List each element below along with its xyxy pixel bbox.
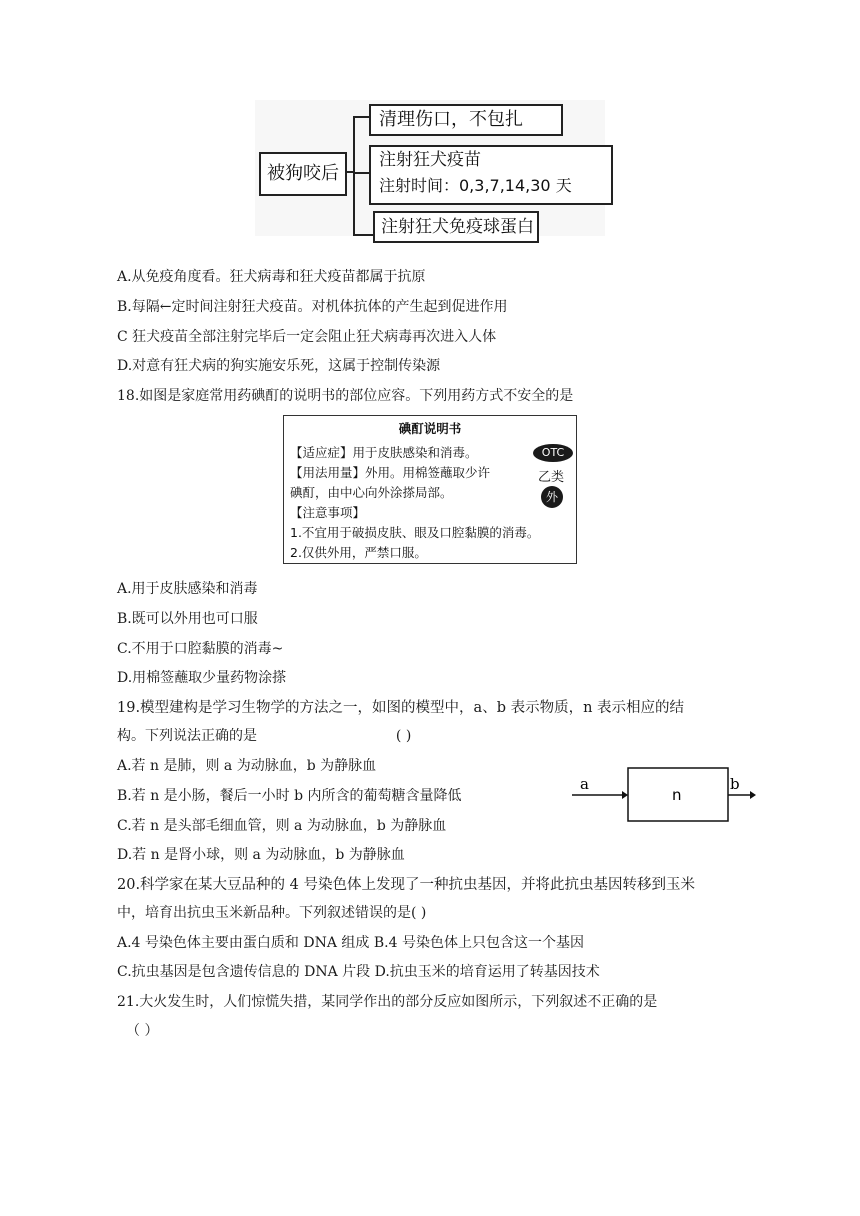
- q20-options-row1: A.4 号染色体主要由蛋白质和 DNA 组成 B.4 号染色体上只包含这一个基因: [117, 935, 584, 951]
- q21-stem-line2: （ ）: [126, 1023, 159, 1039]
- connector: [353, 172, 369, 174]
- model-output-label: b: [730, 775, 740, 793]
- diagram-branch-vaccine: [369, 145, 613, 205]
- q19-model-diagram: [570, 765, 760, 825]
- dog-bite-diagram: [255, 100, 605, 236]
- q20-stem-line1: 20.科学家在某大豆品种的 4 号染色体上发现了一种抗虫基因，并将此抗虫基因转移到玉米: [117, 877, 695, 893]
- label-line: 【注意事项】: [290, 505, 366, 520]
- vaccine-label: 注射狂犬疫苗: [379, 150, 481, 170]
- q18-option-b: B.既可以外用也可口服: [117, 611, 258, 627]
- model-box-label: n: [672, 786, 682, 804]
- q19-option-a: A.若 n 是肺，则 a 为动脉血，b 为静脉血: [117, 758, 377, 774]
- q18-option-c: C.不用于口腔黏膜的消毒~: [117, 641, 284, 657]
- connector: [353, 234, 373, 236]
- class-label: 乙类: [538, 470, 565, 485]
- q19-option-b: B.若 n 是小肠，餐后一小时 b 内所含的葡萄糖含量降低: [117, 788, 462, 804]
- diagram-branch-immunoglobulin: 注射狂犬免疫球蛋白: [373, 211, 539, 243]
- q17-option-b: B.每隔←定时间注射狂犬疫苗。对机体抗体的产生起到促进作用: [117, 299, 508, 315]
- q18-stem: 18.如图是家庭常用药碘酊的说明书的部位应容。下列用药方式不安全的是: [117, 388, 574, 404]
- vaccine-schedule: 注射时间：0,3,7,14,30 天: [379, 176, 572, 195]
- q19-stem-line2: [117, 727, 411, 745]
- otc-badge: OTC: [533, 444, 573, 462]
- connector: [353, 116, 369, 118]
- output-arrowhead: [750, 791, 756, 799]
- q19-option-d: D.若 n 是肾小球，则 a 为动脉血，b 为静脉血: [117, 847, 405, 863]
- label-line: 1.不宜用于破损皮肤、眼及口腔黏膜的消毒。: [290, 525, 540, 540]
- input-arrowhead: [622, 791, 628, 799]
- q17-option-d: D.对意有狂犬病的狗实施安乐死，这属于控制传染源: [117, 358, 441, 374]
- label-line: 【用法用量】外用。用棉签蘸取少许: [290, 465, 491, 480]
- q18-option-a: A.用于皮肤感染和消毒: [117, 581, 258, 597]
- q18-option-d: D.用棉签蘸取少量药物涂搽: [117, 670, 287, 686]
- diagram-root-box: 被狗咬后: [259, 152, 347, 196]
- iodine-label-image: [283, 415, 577, 564]
- q20-stem-line2: 中，培育出抗虫玉米新品种。下列叙述错误的是( ): [117, 905, 427, 921]
- label-line: 碘酊，由中心向外涂搽局部。: [290, 485, 453, 500]
- external-use-badge: 外: [541, 486, 563, 508]
- q17-option-a: A.从免疫角度看。狂犬病毒和狂犬疫苗都属于抗原: [117, 269, 426, 285]
- label-line: 2.仅供外用，严禁口服。: [290, 545, 427, 560]
- q21-stem-line1: 21.大火发生时，人们惊慌失措，某同学作出的部分反应如图所示，下列叙述不正确的是: [117, 994, 658, 1010]
- connector-vertical: [353, 116, 355, 236]
- q17-option-c: C 狂犬疫苗全部注射完毕后一定会阻止狂犬病毒再次进入人体: [117, 329, 497, 345]
- q20-options-row2: C.抗虫基因是包含遗传信息的 DNA 片段 D.抗虫玉米的培育运用了转基因技术: [117, 964, 600, 980]
- q19-option-c: C.若 n 是头部毛细血管，则 a 为动脉血，b 为静脉血: [117, 818, 447, 834]
- answer-bracket: ( ): [395, 728, 412, 744]
- q19-stem-text: 构。下列说法正确的是: [117, 728, 257, 744]
- model-input-label: a: [580, 775, 589, 793]
- label-line: 【适应症】用于皮肤感染和消毒。: [290, 445, 478, 460]
- label-title: 碘酊说明书: [398, 421, 462, 436]
- diagram-branch-clean-wound: 清理伤口，不包扎: [369, 104, 563, 136]
- q19-stem-line1: 19.模型建构是学习生物学的方法之一，如图的模型中，a、b 表示物质，n 表示相应的结: [117, 700, 685, 716]
